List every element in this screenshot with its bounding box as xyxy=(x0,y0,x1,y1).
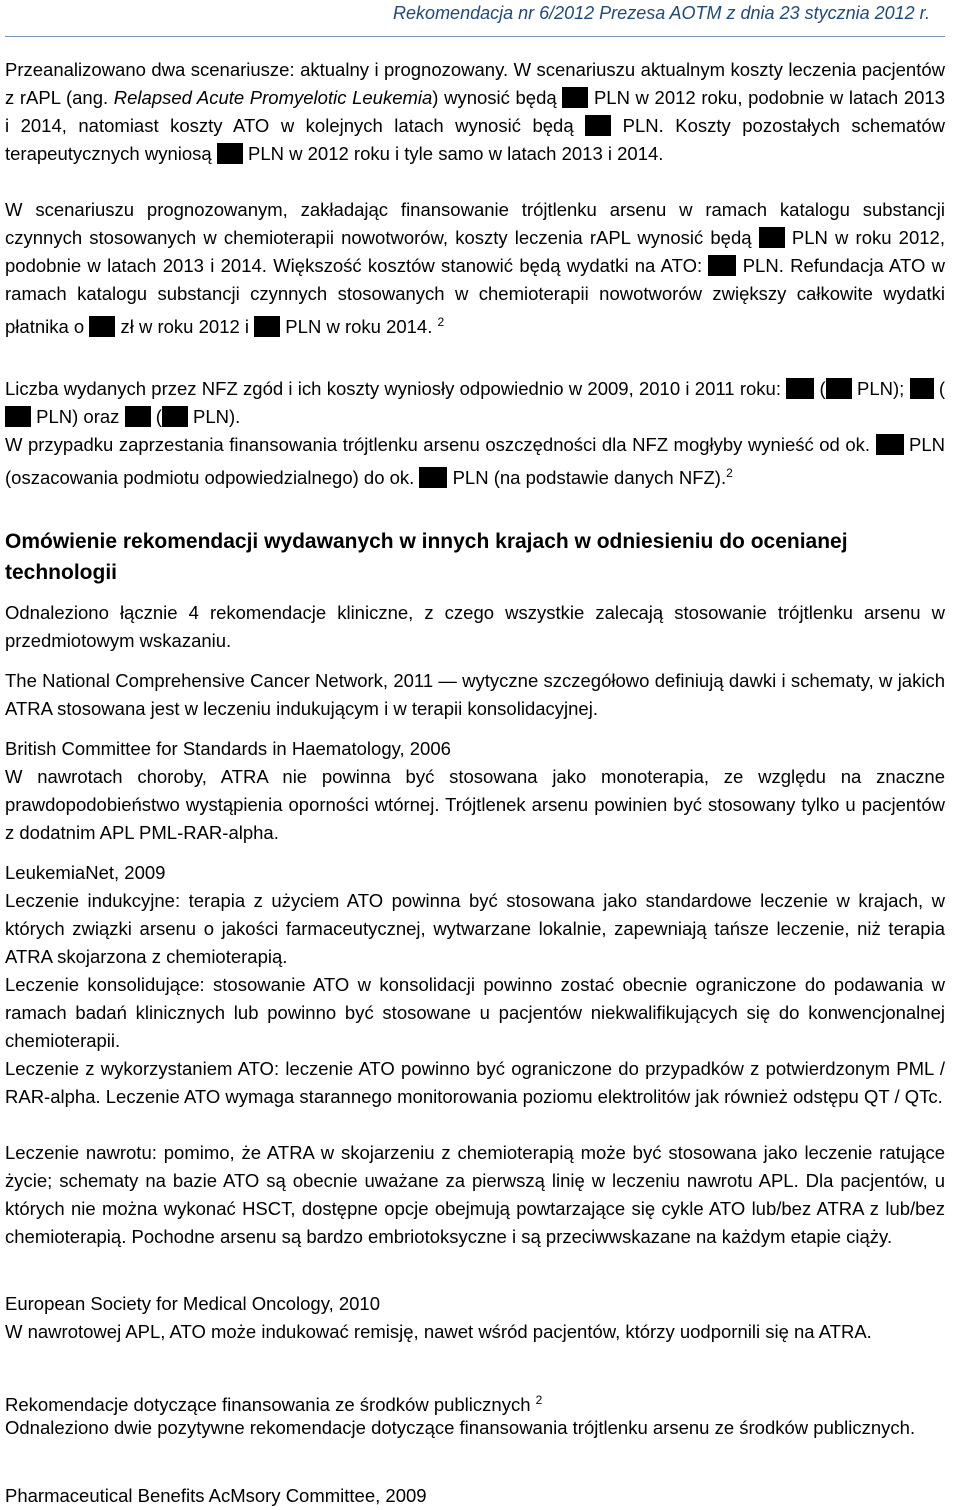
paragraph-nfz-consents xyxy=(5,375,945,431)
text-italic: Relapsed Acute Promyelotic Leukemia xyxy=(113,87,433,108)
paragraph-intro: Odnaleziono łącznie 4 rekomendacje kliniczne, z czego wszystkie zalecają stosowanie trójtlenku arsenu w przedmiotowym wskazaniu. xyxy=(5,602,945,651)
redaction-box xyxy=(217,143,243,164)
paragraph-nccn: The National Comprehensive Cancer Network, 2011 — wytyczne szczegółowo definiują dawki i schematy, w jakich ATRA stosowana jest w leczeniu indukującym i w terapii konsolidacyjnej. xyxy=(5,670,945,719)
text: W przypadku zaprzestania finansowania trójtlenku arsenu oszczędności dla NFZ mogłyby wynieść od ok. xyxy=(5,434,876,455)
redaction-box xyxy=(562,87,588,108)
redaction-box xyxy=(876,434,904,455)
paragraph-current-scenario xyxy=(5,56,945,168)
leukemianet-induction: Leczenie indukcyjne: terapia z użyciem ATO powinna być stosowana jako standardowe leczenie w krajach, w których związki arsenu o jakości farmaceutycznej, wytwarzane lokalnie, zapewniają tańsze leczenie, niż terapia ATRA skojarzona z chemioterapią. xyxy=(5,890,945,967)
footnote-ref: 2 xyxy=(437,315,445,329)
paragraph-forecast-scenario xyxy=(5,196,945,341)
esmo-title: European Society for Medical Oncology, 2010 xyxy=(5,1293,381,1314)
redaction-box xyxy=(254,316,280,337)
footnote-ref: 2 xyxy=(535,1393,543,1407)
leukemianet-title: LeukemiaNet, 2009 xyxy=(5,862,166,883)
redaction-box xyxy=(125,406,151,427)
redaction-box xyxy=(759,227,785,248)
leukemianet-consolidation: Leczenie konsolidujące: stosowanie ATO w konsolidacji powinno zostać obecnie ograniczone do podawania w ramach badań klinicznych lub powinno być stosowane u pacjentów niekwalifikujących się do konwencjonalnej chemioterapii. xyxy=(5,974,945,1051)
text: PLN. Refundacja ATO w ramach katalogu substancji czynnych stosowanych w chemioterapii nowotworów zwiększy całkowite wydatki płatnika o xyxy=(5,255,945,337)
text: Rekomendacje dotyczące finansowania ze środków publicznych xyxy=(5,1394,536,1415)
bcsh-text: W nawrotach choroby, ATRA nie powinna być stosowana jako monoterapia, ze względu na znaczne prawdopodobieństwo wystąpienia oporności wtórnej. Trójtlenek arsenu powinien być stosowany tylko u pacjentów z dodatnim APL PML-RAR-alpha. xyxy=(5,766,945,843)
leukemianet-relapse: Leczenie nawrotu: pomimo, że ATRA w skojarzeniu z chemioterapią może być stosowana jako leczenie ratujące życie; schematy na bazie ATO są obecnie uważane za pierwszą linię w leczeniu nawrotu APL. Dla pacjentów, u których nie można wykonać HSCT, dostępne opcje obejmują powtarzające się cykle ATO lub/bez ATRA z lub/bez chemioterapią. Pochodne arsenu są bardzo embriotoksyczne i są przeciwwskazane na każdym etapie ciąży. xyxy=(5,1142,945,1247)
pbac-title: Pharmaceutical Benefits AcMsory Committee, 2009 xyxy=(5,1485,427,1506)
text: PLN (oszacowania podmiotu odpowiedzialnego) do ok. xyxy=(5,434,945,488)
text: PLN w roku 2014. xyxy=(280,316,438,337)
section-heading: Omówienie rekomendacji wydawanych w innych krajach w odniesieniu do ocenianej technologii xyxy=(5,530,848,584)
redaction-box xyxy=(162,406,188,427)
text: zł w roku 2012 i xyxy=(115,316,255,337)
bcsh-title: British Committee for Standards in Haematology, 2006 xyxy=(5,738,451,759)
esmo-text: W nawrotowej APL, ATO może indukować remisję, nawet wśród pacjentów, którzy uodpornili się na ATRA. xyxy=(5,1321,872,1342)
leukemianet-ato: Leczenie z wykorzystaniem ATO: leczenie ATO powinno być ograniczone do przypadków z potwierdzonym PML / RAR-alpha. Leczenie ATO wymaga starannego monitorowania poziomu elektrolitów jak również odstępu QT / QTc. xyxy=(5,1058,945,1107)
text: ( xyxy=(814,378,826,399)
footnote-ref: 2 xyxy=(726,466,733,480)
redaction-box xyxy=(89,316,115,337)
redaction-box xyxy=(5,406,31,427)
text: Liczba wydanych przez NFZ zgód i ich koszty wyniosły odpowiednio w 2009, 2010 i 2011 roku: xyxy=(5,378,787,399)
paragraph-savings xyxy=(5,431,945,492)
funding-text: Odnaleziono dwie pozytywne rekomendacje dotyczące finansowania trójtlenku arsenu ze środków publicznych. xyxy=(5,1417,916,1438)
text: PLN w roku 2012, podobnie w latach 2013 i 2014. Większość kosztów stanowić będą wydatki na ATO: xyxy=(5,227,945,276)
text: ( xyxy=(933,378,945,399)
text: PLN w 2012 roku, podobnie w latach 2013 i 2014, natomiast koszty ATO w kolejnych latach wynosić będą xyxy=(5,87,946,136)
redaction-box xyxy=(786,378,814,399)
redaction-box xyxy=(708,255,736,276)
text: ( xyxy=(150,406,162,427)
redaction-box xyxy=(826,378,852,399)
text: PLN). xyxy=(187,406,241,427)
redaction-box xyxy=(419,467,447,488)
redaction-box xyxy=(585,115,611,136)
redaction-box xyxy=(910,378,934,399)
text: PLN. Koszty pozostałych schematów terapeutycznych wyniosą xyxy=(5,115,945,164)
header-rule xyxy=(5,36,945,37)
text: W scenariuszu prognozowanym, zakładając finansowanie trójtlenku arsenu w ramach katalogu substancji czynnych stosowanych w chemioterapii nowotworów, koszty leczenia rAPL wynosić będą xyxy=(5,199,945,248)
text: ) wynosić będą xyxy=(432,87,563,108)
text: Przeanalizowano dwa scenariusze: aktualny i prognozowany. W scenariuszu aktualnym koszty leczenia pacjentów z rAPL (ang. xyxy=(5,59,945,108)
text: PLN w 2012 roku i tyle samo w latach 2013 i 2014. xyxy=(242,143,664,164)
text: PLN); xyxy=(851,378,910,399)
text: PLN) oraz xyxy=(31,406,125,427)
page-header: Rekomendacja nr 6/2012 Prezesa AOTM z dnia 23 stycznia 2012 r. xyxy=(393,3,930,23)
text: PLN (na podstawie danych NFZ). xyxy=(447,467,727,488)
